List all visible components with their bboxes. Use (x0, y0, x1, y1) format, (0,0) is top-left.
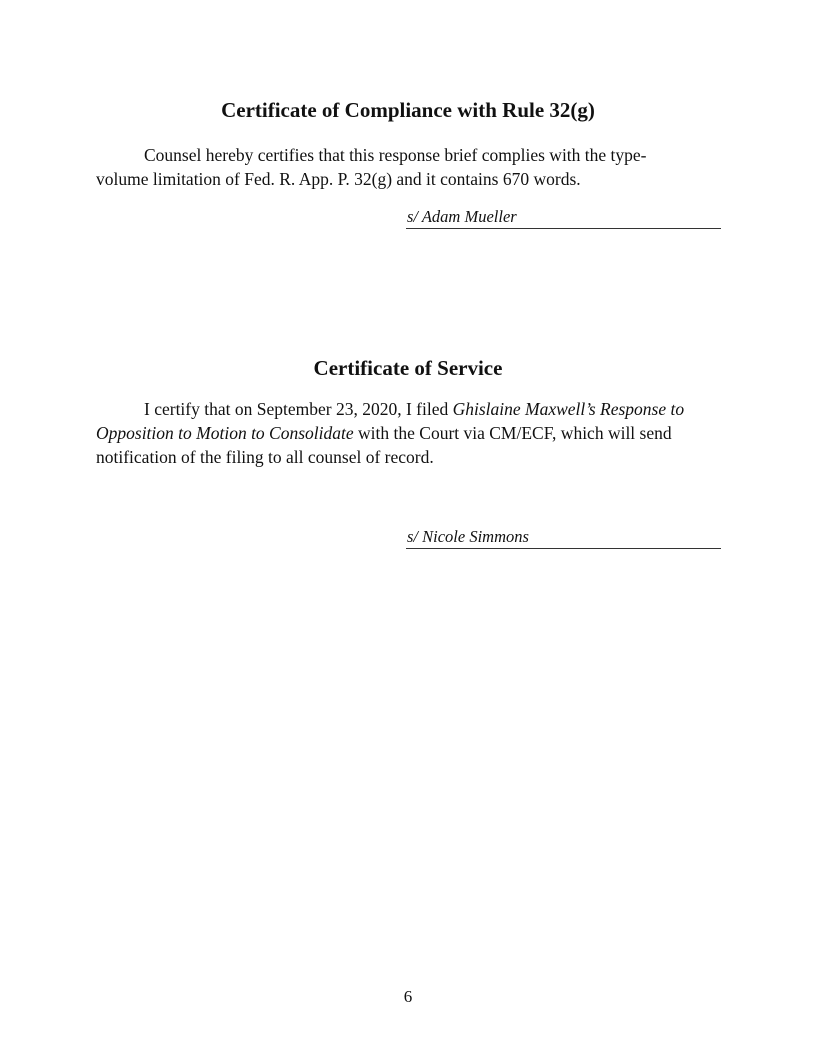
service-signature-line (406, 527, 721, 549)
service-signature: s/ Nicole Simmons (407, 527, 529, 546)
service-heading: Certificate of Service (313, 356, 503, 380)
compliance-heading: Certificate of Compliance with Rule 32(g) (221, 98, 595, 122)
compliance-signature: s/ Adam Mueller (407, 207, 517, 226)
service-body-before: I certify that on September 23, 2020, I filed (144, 399, 453, 419)
compliance-paragraph: Counsel hereby certifies that this response brief complies with the type-volume limitation of Fed. R. App. P. 32(g) and it contains 670 words. (96, 145, 647, 189)
service-paragraph (96, 397, 696, 469)
service-body-after: with the Court via CM/ECF, which will send notification of the filing to all counsel of record. (96, 423, 672, 467)
service-document-title: Ghislaine Maxwell’s Response to Opposition to Motion to Consolidate (96, 399, 685, 443)
page-number: 6 (403, 987, 413, 1006)
compliance-signature-line (406, 207, 721, 229)
